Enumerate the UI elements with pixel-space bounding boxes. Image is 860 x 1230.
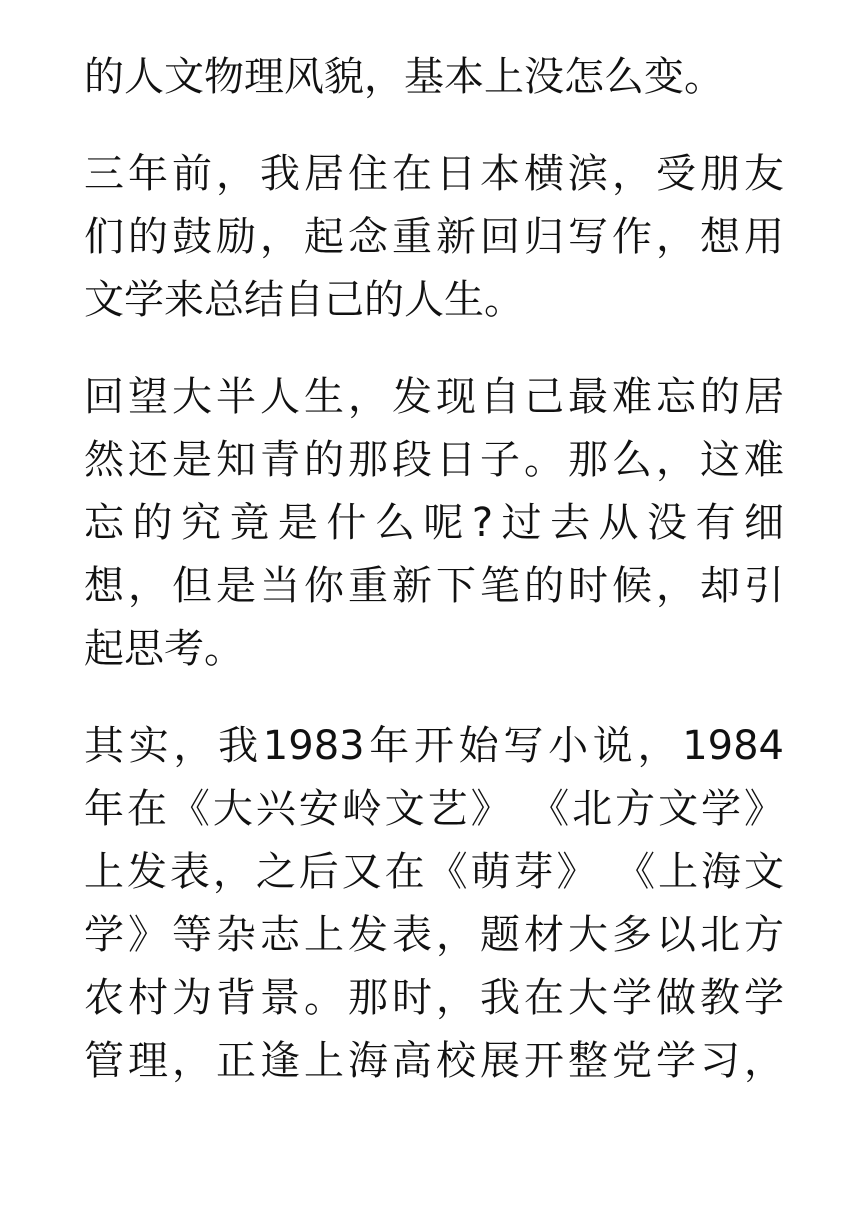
paragraph-3 bbox=[84, 366, 784, 681]
text-line: 年在《大兴安岭文艺》 《北方文学》 bbox=[84, 786, 784, 832]
text-line: 忘的究竟是什么呢?过去从没有细 bbox=[84, 500, 784, 546]
text-line: 然还是知青的那段日子。那么，这难 bbox=[84, 437, 784, 483]
text-line: 农村为背景。那时，我在大学做教学 bbox=[84, 975, 784, 1021]
text-line: 其实，我1983年开始写小说，1984 bbox=[84, 723, 784, 769]
text-line: 管理，正逢上海高校展开整党学习， bbox=[84, 1038, 784, 1084]
article-body bbox=[84, 46, 784, 1127]
text-line: 想，但是当你重新下笔的时候，却引 bbox=[84, 563, 784, 609]
text-line: 们的鼓励，起念重新回归写作，想用 bbox=[84, 214, 784, 260]
text-line: 回望大半人生，发现自己最难忘的居 bbox=[84, 374, 784, 420]
text-line: 三年前，我居住在日本横滨，受朋友 bbox=[84, 151, 784, 197]
paragraph-1 bbox=[84, 46, 784, 109]
text-line: 学》等杂志上发表，题材大多以北方 bbox=[84, 912, 784, 958]
text-line: 上发表，之后又在《萌芽》 《上海文 bbox=[84, 849, 784, 895]
text-line: 文学来总结自己的人生。 bbox=[84, 277, 524, 323]
paragraph-2 bbox=[84, 143, 784, 332]
paragraph-4 bbox=[84, 715, 784, 1093]
text-line: 起思考。 bbox=[84, 626, 244, 672]
text-line: 的人文物理风貌，基本上没怎么变。 bbox=[84, 54, 724, 100]
